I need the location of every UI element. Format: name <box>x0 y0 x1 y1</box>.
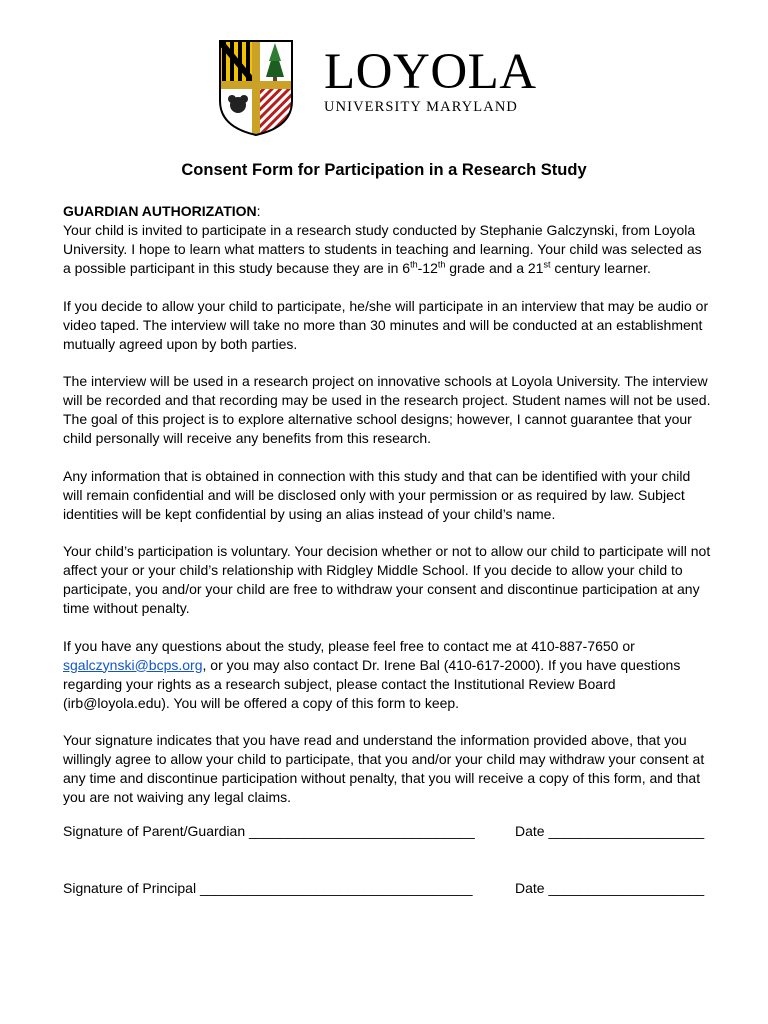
paragraph-text: Your child is invited to participate in a research study conducted by Stephanie Galczynski, from Loyola University. I hope to learn what matters to students in teaching and learning. Your child was selected as a possible participant in this study because they are in 6 <box>63 222 702 276</box>
paragraph-interview: If you decide to allow your child to participate, he/she will participate in an interview that may be audio or video taped. The interview will take no more than 30 minutes and will be conducted at an establishment mutually agreed upon by both parties. <box>63 297 709 352</box>
heading-colon: : <box>256 203 261 219</box>
parent-date-line: Date ____________________ <box>515 823 705 839</box>
form-title: Consent Form for Participation in a Research Study <box>181 161 587 179</box>
university-subtitle: UNIVERSITY MARYLAND <box>324 99 518 115</box>
paragraph-signature-statement: Your signature indicates that you have read and understand the information provided above, that you willingly agree to allow your child to participate, that you and/or your child may withdraw your consent at any time and discontinue participation without penalty, that you will receive a copy of this form, and that you are not waiving any legal claims. <box>63 732 705 805</box>
parent-signature-line: Signature of Parent/Guardian _____________________________ <box>63 823 475 839</box>
paragraph-guardian-authorization <box>63 202 711 278</box>
paragraph-confidentiality: Any information that is obtained in connection with this study and that can be identified with your child will remain confidential and will be disclosed only with your permission or as required by law. Subject identities will be kept confidential by using an alias instead of your child’s name. <box>63 467 691 522</box>
principal-signature-line: Signature of Principal ___________________________________ <box>63 880 473 896</box>
paragraph-text: -12 <box>417 260 438 276</box>
university-name: LOYOLA <box>324 44 537 100</box>
form-body <box>63 202 711 826</box>
superscript: st <box>543 259 551 270</box>
superscript: th <box>437 259 446 270</box>
email-link[interactable]: sgalczynski@bcps.org <box>63 656 203 673</box>
page-header <box>218 39 558 137</box>
principal-date-line: Date ____________________ <box>515 880 705 896</box>
paragraph-text: grade and a 21 <box>445 260 544 276</box>
paragraph-text: , or you may also contact Dr. Irene Bal (410-617-2000). If you have questions regarding your rights as a research subject, please contact the Institutional Review Board (irb@loyola.edu). You will be offered a copy of this form to keep. <box>63 656 681 711</box>
superscript: th <box>410 259 418 270</box>
paragraph-contact <box>63 637 711 713</box>
loyola-crest-logo <box>218 39 294 137</box>
paragraph-text: If you have any questions about the study, please feel free to contact me at 410-887-7650 or <box>63 637 635 654</box>
paragraph-research-project: The interview will be used in a research project on innovative schools at Loyola University. The interview will be recorded and that recording may be used in the research project. Student names will not be used. The goal of this project is to explore alternative school designs; however, I cannot guarantee that your child personally will receive any benefits from this research. <box>63 373 711 446</box>
paragraph-text: century learner. <box>550 260 651 276</box>
loyola-wordmark <box>324 44 537 116</box>
paragraph-voluntary: Your child’s participation is voluntary. Your decision whether or not to allow our child to participate will not affect your or your child’s relationship with Ridgley Middle School. If you decide to allow your child to participate, you and/or your child are free to withdraw your consent and discontinue participation at any time without penalty. <box>63 543 711 616</box>
section-heading: GUARDIAN AUTHORIZATION <box>63 203 257 219</box>
